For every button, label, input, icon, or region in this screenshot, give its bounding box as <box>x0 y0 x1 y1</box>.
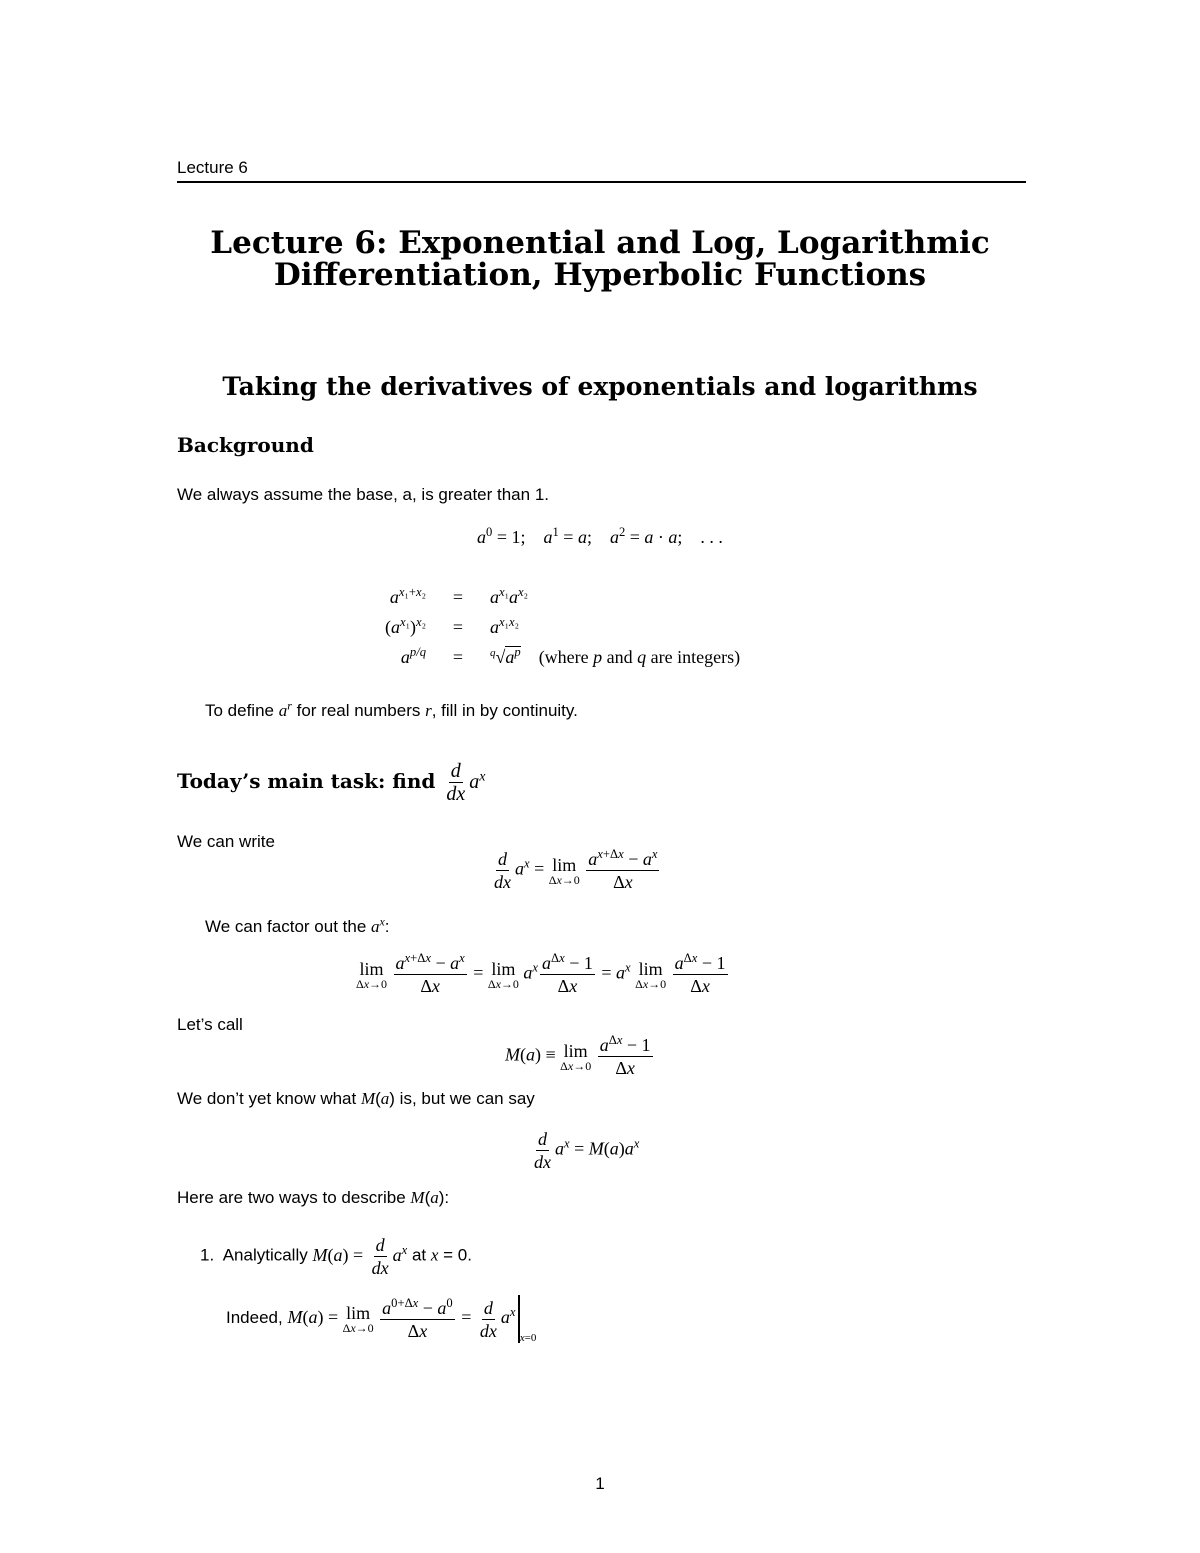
we-can-write-text: We can write <box>177 832 275 851</box>
running-head: Lecture 6 <box>177 158 248 177</box>
page-number: 1 <box>595 1474 605 1493</box>
exponent-identities <box>360 582 746 672</box>
list-item-1: 1. Analytically M(a) = $\frac{d}{dx}$ $a^x$ at x = 0. <box>200 1235 472 1278</box>
factored-limit-equation: lim Δx→0 $\frac{a^{x+\Delta x} - a^x}{\Delta x}$ = lim Δx→0 $a^x$ $\frac{a^{\Delta x} - 1}{\Delta x}$ = $a^x$ lim Δx→0 $\frac{a^{\Delta x} - 1}{\Delta x}$ <box>356 951 726 996</box>
derivative-m-equation: $\frac{d}{dx}$ $a^x = M(a)a^x$ <box>534 1129 640 1172</box>
list-item-1-text-a: Analytically <box>222 1245 308 1265</box>
background-heading: Background <box>177 433 314 457</box>
background-intro: We always assume the base, a, is greater than 1. <box>177 485 549 504</box>
section-heading: Taking the derivatives of exponentials and logarithms <box>222 372 978 401</box>
document-title-line-2: Differentiation, Hyperbolic Functions <box>273 257 927 293</box>
indeed-label: Indeed, <box>226 1308 283 1328</box>
identity-row: $(a^{x_1})^{x_2}$ = $a^{x_1x_2}$ <box>385 614 519 637</box>
factor-out-text: We can factor out the $a^x$: <box>205 914 390 936</box>
m-of-a-definition: M(a) ≡ lim Δx→0 $\frac{a^{\Delta x} - 1}{\Delta x}$ <box>505 1033 651 1078</box>
dont-know-text: We don’t yet know what M(a) is, but we can say <box>177 1089 535 1108</box>
identity-row: $a^{x_1+x_2}$ = $a^{x_1}a^{x_2}$ <box>389 584 528 607</box>
powers-equation: $a^0 = 1$; $a^1 = a$; $a^2 = a \cdot a$; . . . <box>477 525 723 547</box>
list-item-1-number: 1. <box>200 1245 215 1265</box>
header-rule <box>177 181 1026 183</box>
document-title-line-1: Lecture 6: Exponential and Log, Logarithmic <box>210 225 990 261</box>
derivative-definition-equation: $\frac{d}{dx}$ $a^x$ = lim Δx→0 $\frac{a^{x+\Delta x} - a^x}{\Delta x}$ <box>494 847 658 892</box>
main-task-heading: Today’s main task: find $\frac{d}{dx}$ $a^x$ <box>177 760 486 805</box>
lets-call-text: Let’s call <box>177 1015 243 1034</box>
two-ways-text: Here are two ways to describe M(a): <box>177 1188 450 1207</box>
continuity-text: To define $a^r$ for real numbers r, fill in by continuity. <box>205 698 578 720</box>
identity-row: $a^{p/q}$ = $^q√a^p$ (where p and q are integers) <box>400 644 741 667</box>
indeed-equation: Indeed, M(a) = lim Δx→0 $\frac{a^{0+\Delta x} - a^0}{\Delta x}$ = $\frac{d}{dx}$ $a^x_{x=0}$ <box>226 1295 537 1345</box>
main-task-heading-text: Today’s main task: find <box>177 769 436 793</box>
